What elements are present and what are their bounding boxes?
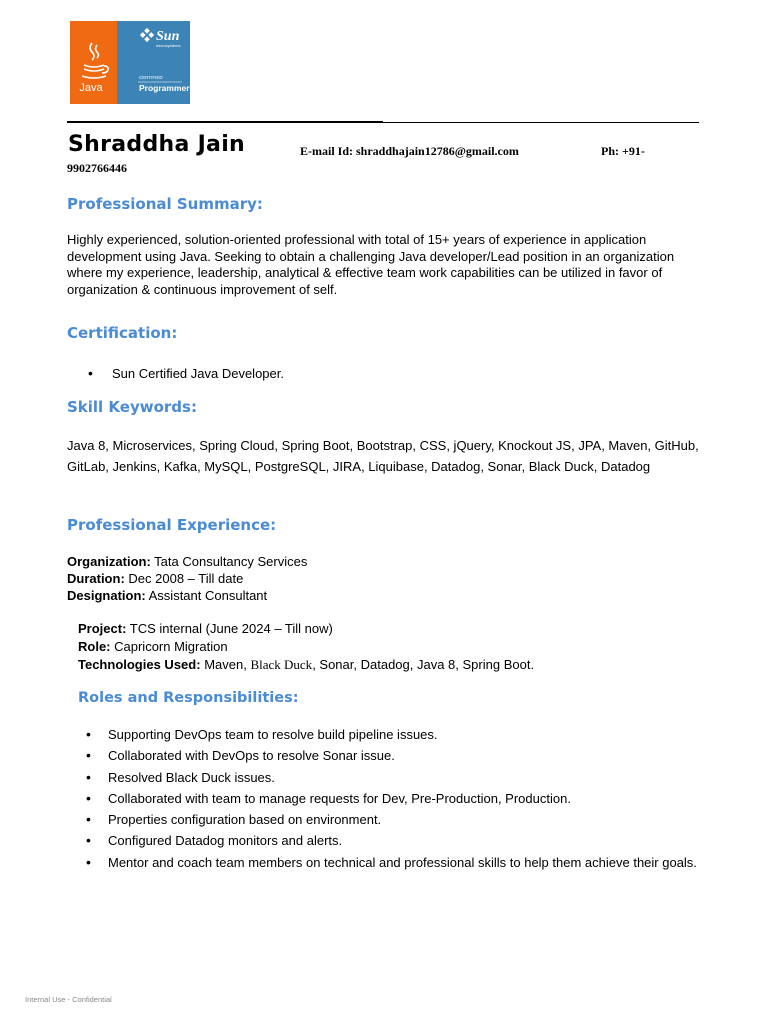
certification-heading: Certification: [67, 324, 178, 342]
technologies-value-3: , Sonar, Datadog, Java 8, Spring Boot. [312, 657, 535, 672]
designation-label: Designation: [67, 588, 146, 603]
logo-java-text: Java [79, 82, 103, 94]
candidate-name: Shraddha Jain [68, 132, 245, 157]
technologies-label: Technologies Used: [78, 657, 201, 672]
responsibility-item: • Collaborated with DevOps to resolve Sonar issue. [86, 745, 706, 766]
logo-certified-text: CERTIFIED [139, 75, 163, 80]
phone-prefix: Ph: +91- [601, 144, 645, 158]
header-divider-right [383, 122, 699, 123]
technologies-value-1: Maven, [204, 657, 247, 672]
responsibility-item: • Mentor and coach team members on technical and professional skills to help them achieve their goals. [86, 852, 706, 873]
certification-item: • Sun Certified Java Developer. [88, 363, 284, 384]
responsibility-item: • Supporting DevOps team to resolve build pipeline issues. [86, 724, 706, 745]
logo-sun-text: Sun [156, 29, 180, 44]
organization-value: Tata Consultancy Services [154, 554, 308, 569]
technologies-value-2: Black Duck [250, 657, 313, 672]
phone-number: 9902766446 [67, 161, 127, 175]
responsibility-item: • Resolved Black Duck issues. [86, 767, 706, 788]
logo-sub-text: microsystems [156, 43, 181, 48]
confidentiality-footer: Internal Use - Confidential [25, 995, 112, 1004]
project-value: TCS internal (June 2024 – Till now) [129, 621, 333, 636]
role-value: Capricorn Migration [114, 639, 228, 654]
role-line [78, 638, 228, 655]
project-line [78, 620, 333, 637]
duration-value: Dec 2008 – Till date [128, 571, 244, 586]
email-text: E-mail Id: shraddhajain12786@gmail.com [300, 144, 519, 158]
summary-text: Highly experienced, solution-oriented professional with total of 15+ years of experience in application development using Java. Seeking to obtain a challenging Java developer/Lead position in an organization where my experience, leadership, analytical & effective team work capabilities can be utilized in favor of organization & continuous improvement of self. [67, 232, 675, 297]
organization-line [67, 553, 307, 570]
certification-list [88, 363, 284, 384]
skills-heading: Skill Keywords: [67, 398, 197, 416]
organization-label: Organization: [67, 554, 151, 569]
responsibilities-list [86, 724, 706, 873]
duration-label: Duration: [67, 571, 125, 586]
role-label: Role: [78, 639, 111, 654]
logo-programmer-text: Programmer [139, 83, 190, 93]
project-label: Project: [78, 621, 127, 636]
java-certified-programmer-logo [70, 21, 190, 104]
technologies-line [78, 656, 534, 673]
responsibility-item: • Configured Datadog monitors and alerts. [86, 830, 706, 851]
header-divider-left [67, 121, 383, 123]
summary-heading: Professional Summary: [67, 195, 263, 213]
designation-value: Assistant Consultant [148, 588, 268, 603]
duration-line [67, 570, 243, 587]
responsibility-item: • Properties configuration based on environment. [86, 809, 706, 830]
skills-text: Java 8, Microservices, Spring Cloud, Spring Boot, Bootstrap, CSS, jQuery, Knockout JS, JPA, Maven, GitHub, GitLab, Jenkins, Kafka, MySQL, PostgreSQL, JIRA, Liquibase, Datadog, Sonar, Black Duck, Datadog [67, 438, 699, 474]
designation-line [67, 587, 267, 604]
roles-heading: Roles and Responsibilities: [78, 690, 299, 706]
responsibility-item: • Collaborated with team to manage requests for Dev, Pre-Production, Production. [86, 788, 706, 809]
experience-heading: Professional Experience: [67, 516, 277, 534]
